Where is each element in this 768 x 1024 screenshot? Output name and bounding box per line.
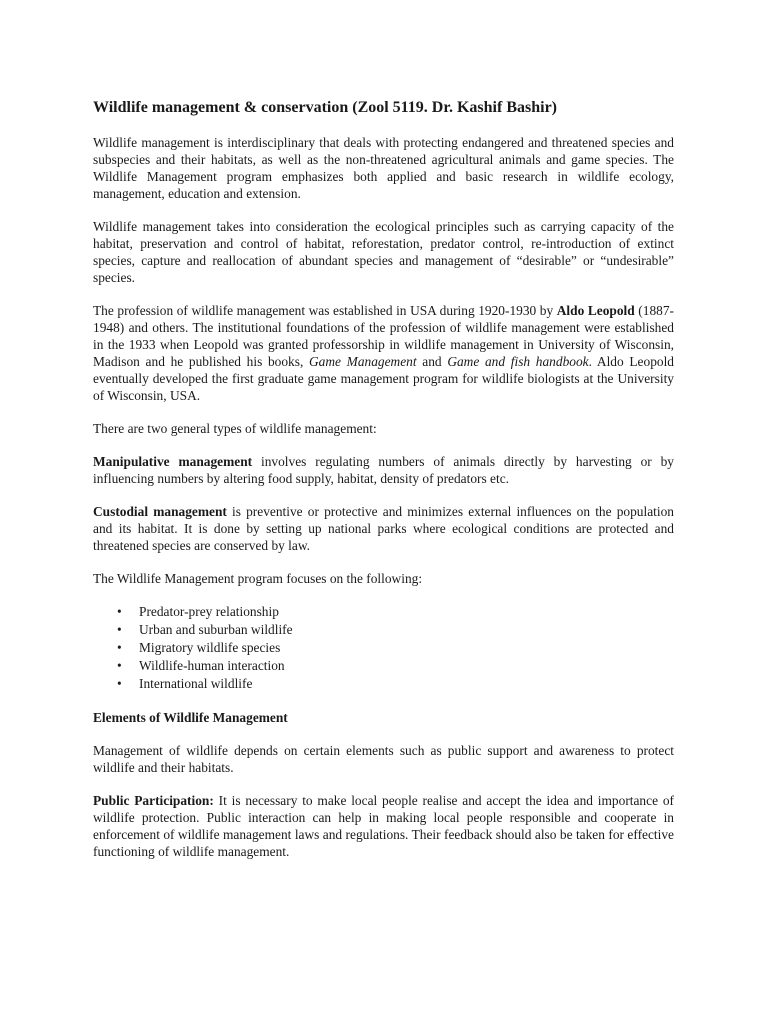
intro-paragraph: Wildlife management is interdisciplinary that deals with protecting endangered and threatened species and subspecies and their habitats, as well as the non-threatened agricultural animals and game species. The Wildlife Management program emphasizes both applied and basic research in wildlife ecology, management, education and extension. [93, 135, 674, 201]
history-text-3: and [416, 354, 448, 369]
history-paragraph [93, 302, 674, 404]
bullet-icon: • [117, 604, 122, 619]
document-page [93, 98, 674, 876]
document-title: Wildlife management & conservation (Zool 5119. Dr. Kashif Bashir) [93, 99, 557, 116]
public-participation-paragraph [93, 792, 674, 860]
history-text-2: (1887-1948) and others. The institutional foundations of the profession of wildlife management were established in the 1933 when Leopold was granted professorship in wildlife management in University of Wisconsin, Madison and he published his books, [93, 303, 674, 369]
list-item-text: Predator-prey relationship [139, 604, 279, 619]
list-item-text: Wildlife-human interaction [139, 658, 285, 673]
list-item [93, 675, 674, 693]
bullet-icon: • [117, 676, 122, 691]
book-game-management: Game Management [309, 354, 417, 369]
list-item [93, 639, 674, 657]
elements-intro: Management of wildlife depends on certain elements such as public support and awareness to protect wildlife and their habitats. [93, 743, 674, 775]
focus-list [93, 603, 674, 693]
custodial-text: is preventive or protective and minimizes external influences on the population and its habitat. It is done by setting up national parks where ecological conditions are protected and threatened species are conserved by law. [93, 504, 674, 553]
principles-paragraph: Wildlife management takes into consideration the ecological principles such as carrying capacity of the habitat, preservation and control of habitat, reforestation, predator control, re-introduction of extinct species, capture and reallocation of abundant species and management of “desirable” or “undesirable” species. [93, 219, 674, 285]
list-item-text: Urban and suburban wildlife [139, 622, 293, 637]
list-item [93, 657, 674, 675]
list-item-text: International wildlife [139, 676, 253, 691]
bullet-icon: • [117, 622, 122, 637]
manipulative-text: involves regulating numbers of animals directly by harvesting or by influencing numbers by altering food supply, habitat, density of predators etc. [93, 454, 674, 486]
list-item [93, 603, 674, 621]
aldo-leopold-name: Aldo Leopold [556, 303, 635, 318]
types-intro: There are two general types of wildlife management: [93, 421, 377, 436]
manipulative-term: Manipulative management [93, 454, 253, 469]
bullet-icon: • [117, 640, 122, 655]
custodial-paragraph [93, 503, 674, 554]
list-item [93, 621, 674, 639]
bullet-icon: • [117, 658, 122, 673]
public-participation-term: Public Participation: [93, 793, 214, 808]
book-game-and-fish-handbook: Game and fish handbook [447, 354, 589, 369]
public-participation-text: It is necessary to make local people realise and accept the idea and importance of wildlife protection. Public interaction can help in making local people responsible and cooperate in enforcement of wildlife management laws and regulations. Their feedback should also be taken for effective functioning of wildlife management. [93, 793, 674, 859]
manipulative-paragraph [93, 453, 674, 487]
program-intro: The Wildlife Management program focuses on the following: [93, 571, 423, 586]
custodial-term: Custodial management [93, 504, 227, 519]
history-text-4: . Aldo Leopold eventually developed the first graduate game management program for wildlife biologists at the University of Wisconsin, USA. [93, 354, 674, 403]
list-item-text: Migratory wildlife species [139, 640, 281, 655]
history-text-1: The profession of wildlife management was established in USA during 1920-1930 by [93, 303, 557, 318]
elements-heading: Elements of Wildlife Management [93, 710, 288, 725]
